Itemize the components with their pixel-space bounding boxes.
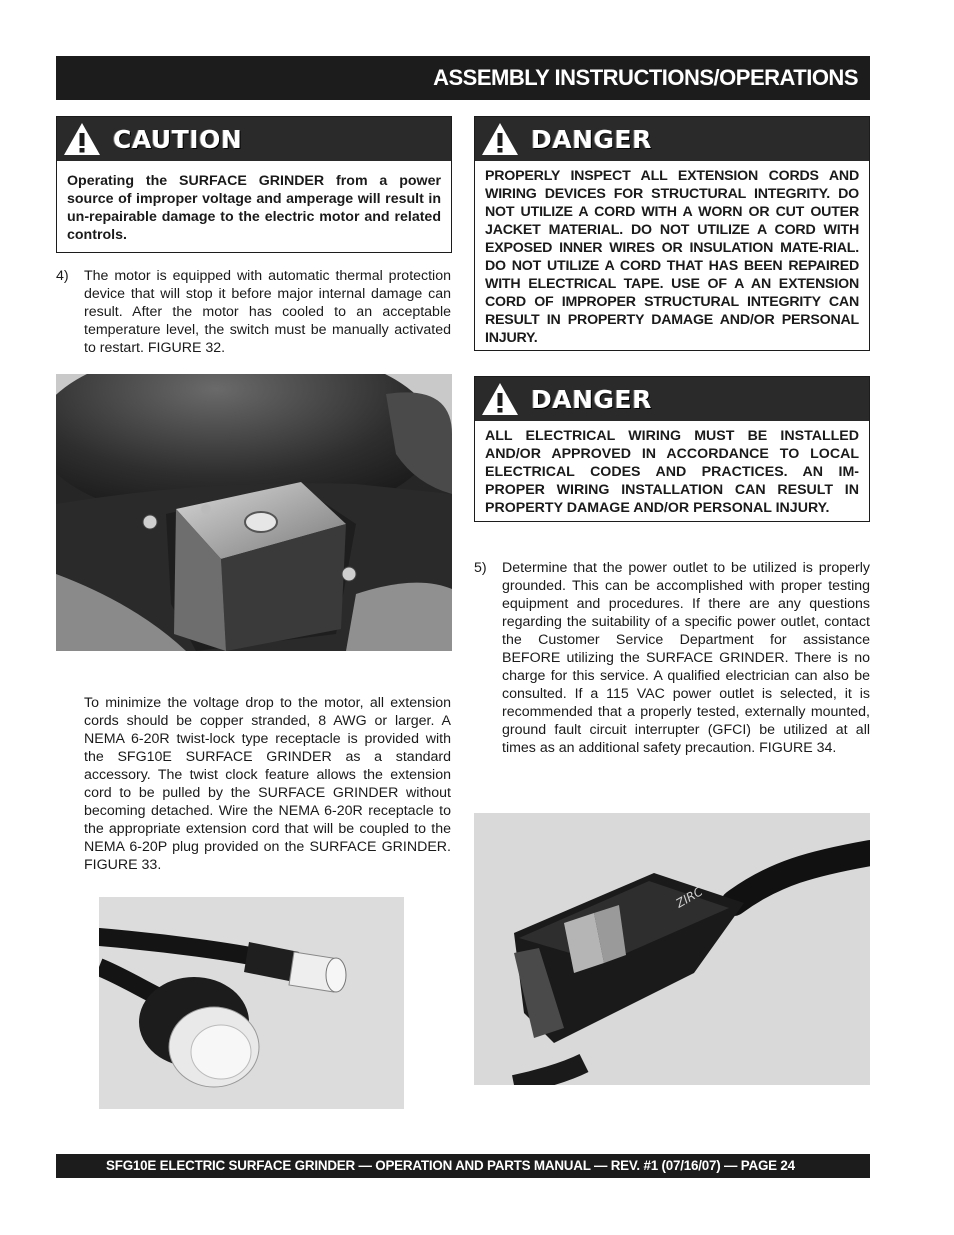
danger-label: DANGER <box>531 125 652 154</box>
danger-box-extension-cords <box>474 116 870 351</box>
step-4-text: The motor is equipped with automatic thermal protection device that will stop it before major internal damage can result. After the motor has cooled to an acceptable temperature level, the switch must be manually activated to restart. FIGURE 32. <box>84 268 451 356</box>
figure-32-motor-switch-photo <box>56 374 452 651</box>
section-title: ASSEMBLY INSTRUCTIONS/OPERATIONS <box>433 65 858 90</box>
extension-cord-paragraph: To minimize the voltage drop to the motor, all extension cords should be copper stranded, 8 AWG or larger. A NEMA 6-20R twist-lock type receptacle is provided with the SFG10E SURFACE GRINDER as a standard accessory. The twist clock feature allows the extension cord to be pulled by the SURFACE GRINDER without becoming detached. Wire the NEMA 6-20R receptacle to the appropriate extension cord that will be coupled to the NEMA 6-20P plug provided on the SURFACE GRINDER. FIGURE 33. <box>84 695 451 873</box>
figure-34-gfci-photo <box>474 813 870 1085</box>
danger-text: PROPERLY INSPECT ALL EXTENSION CORDS AND WIRING DEVICES FOR STRUCTURAL INTEGRITY. DO NOT UTILIZE A CORD WITH A WORN OR CUT OUTER JACKET MATERIAL. DO NOT UTILIZE A CORD WITH EXPOSED INNER WIRES OR INSULATION MATE-RIAL. DO NOT UTILIZE A CORD THAT HAS BEEN REPAIRED WITH ELECTRICAL TAPE. USE OF A AN EXTENSION CORD OF IMPROPER STRUCTURAL INTEGRITY CAN RESULT IN PROPERTY DAMAGE AND/OR PERSONAL INJURY. <box>485 168 859 346</box>
caution-box <box>56 116 452 253</box>
danger-box-wiring <box>474 376 870 522</box>
danger-text: ALL ELECTRICAL WIRING MUST BE INSTALLED AND/OR APPROVED IN ACCORDANCE TO LOCAL ELECTRICAL CODES AND PRACTICES. AN IM-PROPER WIRING INSTALLATION CAN RESULT IN PROPERTY DAMAGE AND/OR PERSONAL INJURY. <box>485 428 859 516</box>
footer-bar <box>56 1154 870 1178</box>
step-5-text: Determine that the power outlet to be utilized is properly grounded. This can be accomplished with proper testing equipment and procedures. If there are any questions regarding the suitability of a specific power outlet, contact the Customer Service Department for assistance BEFORE utilizing the SURFACE GRINDER. There is no charge for this service. A qualified electrician can also be consulted. If a 115 VAC power outlet is selected, it is recommended that a properly tested, externally mounted, ground fault circuit interrupter (GFCI) be utilized at all times as an additional safety precaution. FIGURE 34. <box>502 560 870 756</box>
danger-label: DANGER <box>531 385 652 414</box>
figure-33-twist-lock-connectors-photo <box>99 897 404 1109</box>
warning-triangle-icon <box>62 121 102 157</box>
warning-triangle-icon <box>480 121 520 157</box>
danger-header <box>475 377 869 421</box>
gfci-brand-mark: ZIRC <box>673 884 706 911</box>
step-5-number: 5) <box>474 560 487 576</box>
section-header-bar <box>56 56 870 100</box>
caution-header <box>57 117 451 161</box>
warning-triangle-icon <box>480 381 520 417</box>
caution-text: Operating the SURFACE GRINDER from a power source of improper voltage and amperage will result in un-repairable damage to the electric motor and related controls. <box>67 173 441 243</box>
danger-header <box>475 117 869 161</box>
footer-text: SFG10E ELECTRIC SURFACE GRINDER — OPERATION AND PARTS MANUAL — REV. #1 (07/16/07) — PAGE 24 <box>106 1158 795 1173</box>
step-4-number: 4) <box>56 268 69 284</box>
caution-label: CAUTION <box>113 125 243 154</box>
